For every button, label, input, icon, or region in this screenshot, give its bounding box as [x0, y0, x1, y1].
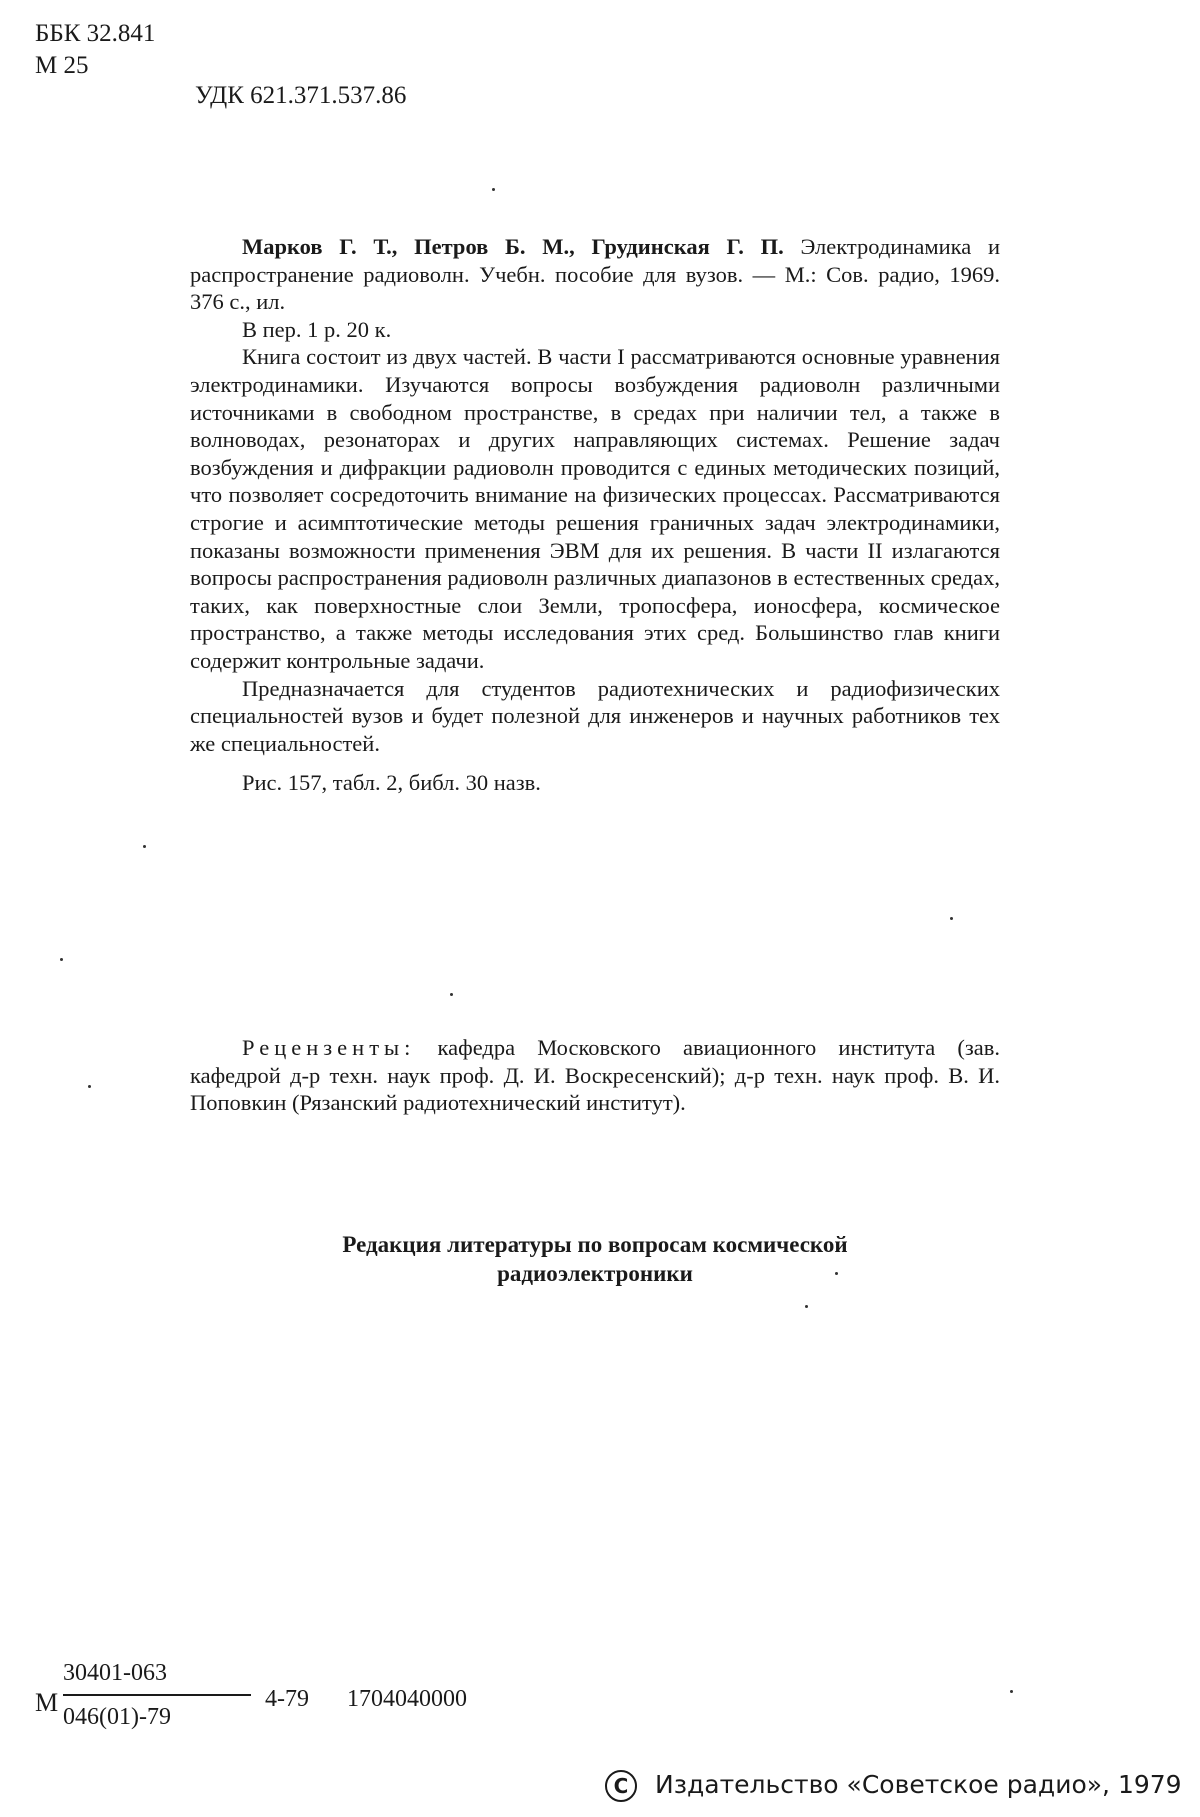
- scan-speck: [835, 1272, 838, 1275]
- reviewers-text: кафедра Московского авиационного института (зав. кафедрой д-р техн. наук проф. Д. И. Воскресенский); д-р техн. наук проф. В. И. Поповкин (Рязанский радиотехнический институт).: [190, 1035, 1000, 1116]
- author-mark: М 25: [35, 52, 89, 79]
- publication-code: [35, 1660, 535, 1740]
- code-middle: 4-79: [265, 1686, 309, 1712]
- udk-code: УДК 621.371.537.86: [195, 82, 407, 109]
- reviewers-label: Рецензенты:: [242, 1035, 416, 1060]
- bbk-block: [35, 18, 155, 82]
- scan-speck: [492, 188, 495, 191]
- edition-line-2: радиоэлектроники: [497, 1261, 693, 1286]
- fraction-line: [63, 1694, 251, 1696]
- scan-speck: [1010, 1690, 1013, 1693]
- reviewers: [190, 1034, 1000, 1117]
- code-denominator: 046(01)-79: [63, 1704, 171, 1730]
- copyright: [605, 1770, 1182, 1802]
- citation-authors: Марков Г. Т., Петров Б. М., Грудинская Г. П.: [242, 234, 784, 259]
- code-prefix: М: [35, 1688, 59, 1717]
- figures-count: Рис. 157, табл. 2, библ. 30 назв.: [242, 770, 541, 796]
- copyright-icon: C: [605, 1770, 637, 1802]
- edition-line-1: Редакция литературы по вопросам космической: [342, 1232, 848, 1257]
- citation: [190, 233, 1000, 316]
- scan-speck: [88, 1085, 91, 1088]
- citation-details: Электродинамика и распространение радиоволн. Учебн. пособие для вузов. — М.: Сов. радио, 1969. 376 с., ил.: [190, 234, 1001, 315]
- edition-block: [190, 1230, 1000, 1288]
- copyright-text: Издательство «Советское радио», 1979: [655, 1770, 1182, 1799]
- audience-paragraph: Предназначается для студентов радиотехнических и радиофизических специальностей вузов и будет полезной для инженеров и научных работников тех же специальностей.: [190, 675, 1000, 756]
- scan-speck: [950, 917, 953, 920]
- code-serial: 1704040000: [347, 1686, 467, 1712]
- price: В пер. 1 р. 20 к.: [242, 316, 392, 342]
- scan-speck: [450, 993, 453, 996]
- scan-speck: [143, 845, 146, 848]
- code-numerator: 30401-063: [63, 1660, 167, 1686]
- reviewers-block: [190, 1034, 1000, 1117]
- abstract-paragraph: Книга состоит из двух частей. В части I рассматриваются основные уравнения электродинамики. Изучаются вопросы возбуждения радиоволн различными источниками в свободном пространстве, в средах при наличии тел, а также в волноводах, резонаторах и других направляющих системах. Решение задач возбуждения и дифракции радиоволн проводится с единых методических позиций, что позволяет сосредоточить внимание на физических процессах. Рассматриваются строгие и асимптотические методы решения граничных задач электродинамики, показаны возможности применения ЭВМ для их решения. В части II излагаются вопросы распространения радиоволн различных диапазонов в естественных средах, таких, как поверхностные слои Земли, тропосфера, ионосфера, космическое пространство, а также методы исследования этих сред. Большинство глав книги содержит контрольные задачи.: [190, 344, 1000, 673]
- scan-speck: [805, 1305, 808, 1308]
- bbk-code: ББК 32.841: [35, 20, 156, 47]
- scan-speck: [60, 958, 63, 961]
- citation-block: [190, 233, 1000, 797]
